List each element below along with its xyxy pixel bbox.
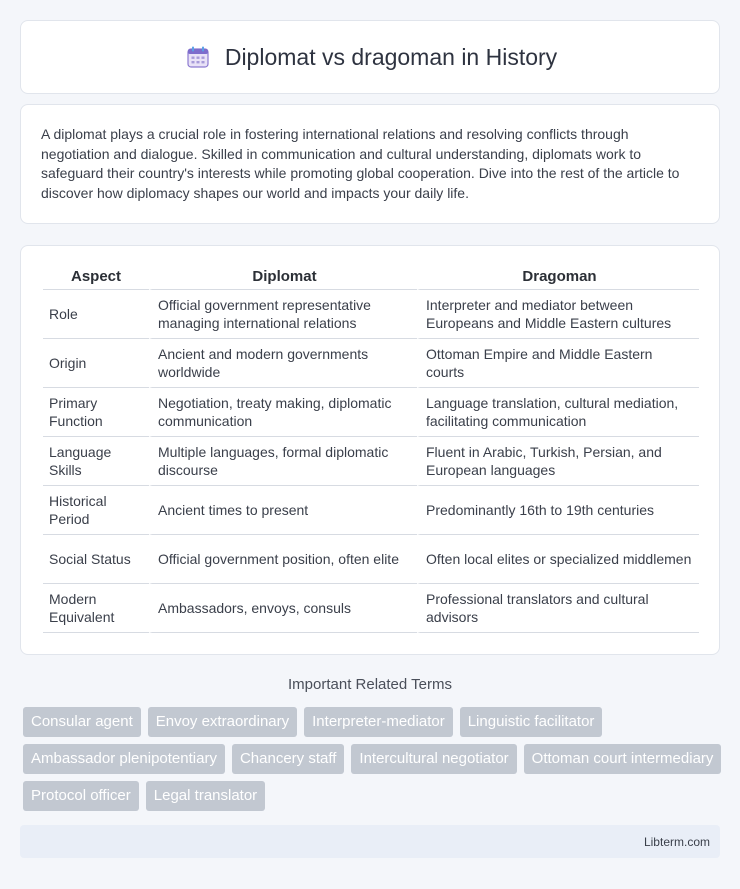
table-cell-diplomat: Ancient and modern governments worldwide xyxy=(149,339,417,388)
table-cell-diplomat: Official government position, often elite xyxy=(149,535,417,584)
table-cell-dragoman: Ottoman Empire and Middle Eastern courts xyxy=(417,339,699,388)
header-dragoman: Dragoman xyxy=(417,264,699,290)
table-cell-aspect: Modern Equivalent xyxy=(43,584,149,633)
table-cell-dragoman: Predominantly 16th to 19th centuries xyxy=(417,486,699,535)
related-term-tag[interactable]: Legal translator xyxy=(146,781,265,811)
comparison-table xyxy=(43,264,699,633)
table-cell-diplomat: Multiple languages, formal diplomatic discourse xyxy=(149,437,417,486)
table-row xyxy=(43,290,699,339)
related-terms-tags xyxy=(23,707,723,811)
table-cell-diplomat: Official government representative managing international relations xyxy=(149,290,417,339)
calendar-icon xyxy=(183,42,213,72)
table-row xyxy=(43,535,699,584)
footer-site-link[interactable]: Libterm.com xyxy=(643,834,710,849)
table-cell-aspect: Role xyxy=(43,290,149,339)
related-term-tag[interactable]: Linguistic facilitator xyxy=(460,707,603,737)
table-row xyxy=(43,584,699,633)
table-cell-diplomat: Negotiation, treaty making, diplomatic communication xyxy=(149,388,417,437)
table-cell-aspect: Historical Period xyxy=(43,486,149,535)
comparison-table-card xyxy=(20,245,720,655)
table-cell-aspect: Primary Function xyxy=(43,388,149,437)
table-cell-aspect: Origin xyxy=(43,339,149,388)
related-terms-title: Important Related Terms xyxy=(288,676,452,693)
table-cell-dragoman: Fluent in Arabic, Turkish, Persian, and European languages xyxy=(417,437,699,486)
table-cell-aspect: Language Skills xyxy=(43,437,149,486)
header-diplomat: Diplomat xyxy=(149,264,417,290)
related-term-tag[interactable]: Ottoman court intermediary xyxy=(524,744,722,774)
table-cell-dragoman: Language translation, cultural mediation, facilitating communication xyxy=(417,388,699,437)
related-term-tag[interactable]: Consular agent xyxy=(23,707,141,737)
title-wrap xyxy=(183,42,557,72)
table-row xyxy=(43,437,699,486)
table-cell-aspect: Social Status xyxy=(43,535,149,584)
related-term-tag[interactable]: Intercultural negotiator xyxy=(351,744,516,774)
table-cell-dragoman: Professional translators and cultural advisors xyxy=(417,584,699,633)
related-term-tag[interactable]: Ambassador plenipotentiary xyxy=(23,744,225,774)
related-term-tag[interactable]: Envoy extraordinary xyxy=(148,707,297,737)
table-row xyxy=(43,339,699,388)
table-header-row xyxy=(43,264,699,290)
related-term-tag[interactable]: Interpreter-mediator xyxy=(304,707,453,737)
header-card xyxy=(20,20,720,94)
table-row xyxy=(43,388,699,437)
related-term-tag[interactable]: Chancery staff xyxy=(232,744,344,774)
table-row xyxy=(43,486,699,535)
table-cell-diplomat: Ambassadors, envoys, consuls xyxy=(149,584,417,633)
intro-card xyxy=(20,104,720,224)
header-aspect: Aspect xyxy=(43,264,149,290)
table-cell-dragoman: Interpreter and mediator between Europeans and Middle Eastern cultures xyxy=(417,290,699,339)
footer xyxy=(20,825,720,858)
table-cell-diplomat: Ancient times to present xyxy=(149,486,417,535)
intro-paragraph: A diplomat plays a crucial role in fostering international relations and resolving conflicts through negotiation and dialogue. Skilled in communication and cultural understanding, diplomats work to safeguard their country's interests while promoting global cooperation. Dive into the rest of the article to discover how diplomacy shapes our world and impacts your daily life. xyxy=(41,126,680,201)
page-title: Diplomat vs dragoman in History xyxy=(224,43,558,70)
table-cell-dragoman: Often local elites or specialized middlemen xyxy=(417,535,699,584)
related-term-tag[interactable]: Protocol officer xyxy=(23,781,139,811)
